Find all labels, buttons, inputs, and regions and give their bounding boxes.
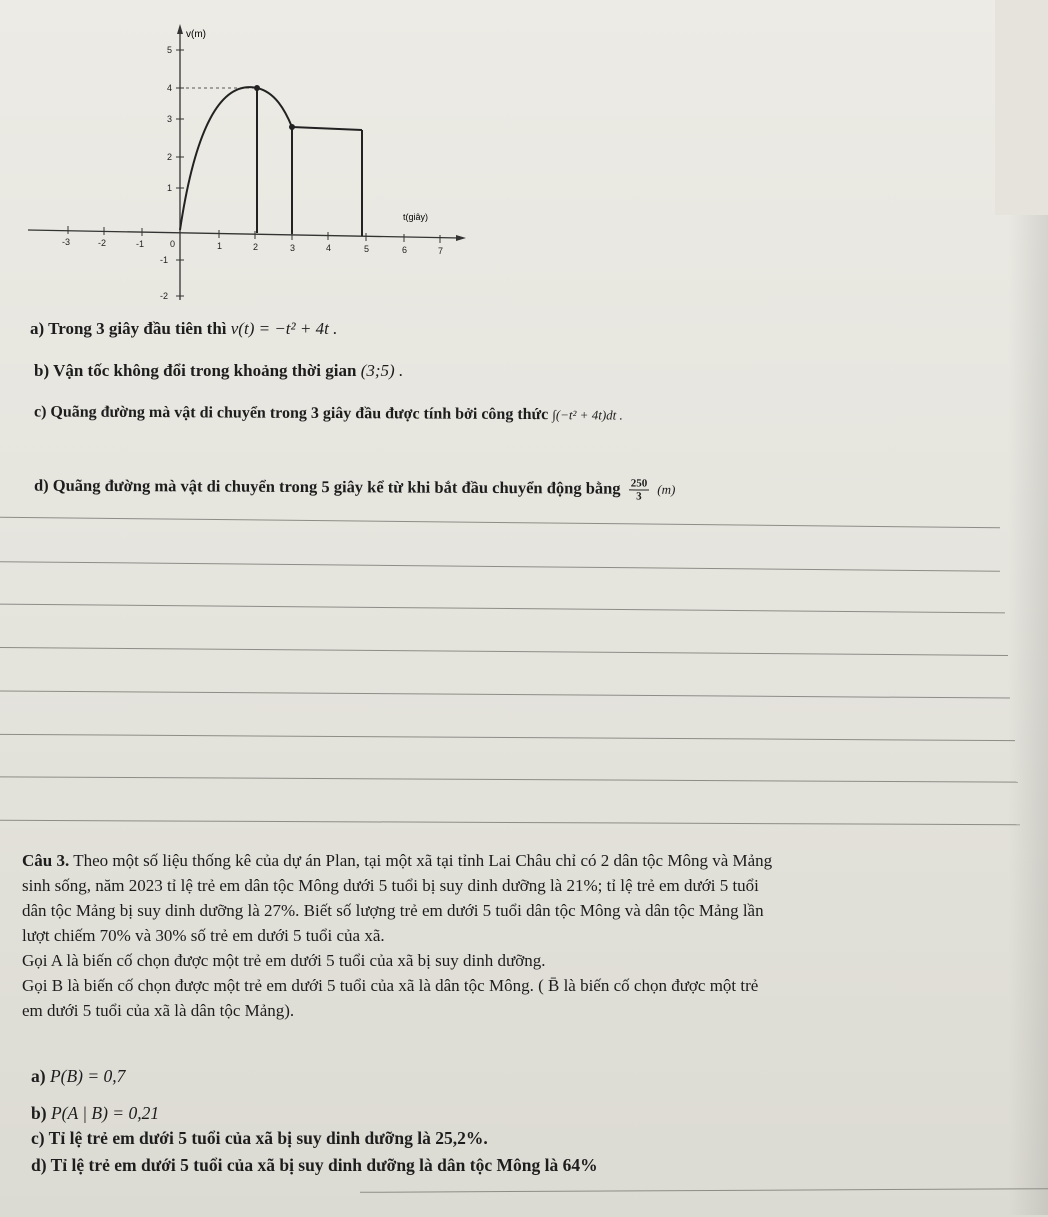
statement-d	[34, 474, 675, 502]
x-axis	[28, 230, 460, 238]
point-t3	[289, 124, 295, 130]
y-tick-label: 4	[167, 83, 173, 93]
y-axis-arrow	[177, 24, 183, 34]
option-c	[31, 1128, 488, 1149]
statement-a-label: a)	[30, 319, 45, 338]
page-shadow	[1008, 215, 1048, 1215]
option-d-label: d)	[31, 1155, 47, 1175]
statement-b	[34, 361, 403, 381]
question-3-line: dân tộc Mảng bị suy dinh dưỡng là 27%. Biết số lượng trẻ em dưới 5 tuổi dân tộc Mông và dân tộc Mảng lần	[22, 901, 764, 920]
option-d	[31, 1155, 598, 1176]
constant-segment	[292, 127, 362, 130]
question-3-text: Theo một số liệu thống kê của dự án Plan, tại một xã tại tỉnh Lai Châu chỉ có 2 dân tộc Mông và Mảng	[73, 851, 773, 870]
option-a	[31, 1066, 125, 1087]
option-a-label: a)	[31, 1066, 46, 1086]
page-corner	[995, 0, 1048, 215]
x-tick-label: -1	[136, 239, 145, 249]
velocity-graph	[0, 0, 470, 310]
option-b-label: b)	[31, 1103, 47, 1123]
x-tick-label: -2	[98, 238, 107, 248]
question-3-label: Câu 3.	[22, 851, 70, 870]
statement-a-math: v(t) = −t² + 4t .	[230, 319, 338, 338]
x-tick-label: 3	[290, 243, 296, 253]
y-axis-label: v(m)	[186, 29, 206, 40]
question-3-line: Gọi A là biến cố chọn được một trẻ em dưới 5 tuổi của xã bị suy dinh dưỡng.	[22, 951, 546, 970]
option-a-text: P(B) = 0,7	[49, 1066, 126, 1086]
statement-d-fraction	[629, 477, 650, 502]
statement-c-math: ∫(−t² + 4t)dt .	[552, 407, 623, 423]
x-axis-label: t(giây)	[403, 212, 429, 222]
question-3-line: sinh sống, năm 2023 tỉ lệ trẻ em dân tộc Mông dưới 5 tuổi bị suy dinh dưỡng là 21%; tỉ lệ trẻ em dưới 5 tuổi	[22, 876, 759, 895]
question-3-line: lượt chiếm 70% và 30% số trẻ em dưới 5 tuổi của xã.	[22, 926, 385, 945]
x-tick-label: 1	[217, 241, 223, 251]
question-3	[22, 848, 1022, 1023]
x-tick-label: 6	[402, 245, 408, 255]
statement-b-text: Vận tốc không đổi trong khoảng thời gian	[53, 361, 357, 380]
x-tick-label: -3	[62, 237, 71, 247]
question-3-line: Gọi B là biến cố chọn được một trẻ em dưới 5 tuổi của xã là dân tộc Mông. ( B̄ là biến cố chọn được một trẻ	[22, 976, 759, 995]
x-tick-label: 5	[364, 244, 370, 254]
y-tick-label: -1	[160, 255, 169, 265]
option-b-text: P(A | B) = 0,21	[50, 1103, 160, 1123]
y-tick-label: 2	[167, 152, 173, 162]
x-axis-arrow	[456, 235, 466, 241]
statement-a	[30, 319, 337, 339]
statement-c	[34, 403, 623, 424]
statement-a-text: Trong 3 giây đầu tiên thì	[48, 319, 227, 338]
option-c-label: c)	[31, 1128, 45, 1148]
statement-c-text: Quãng đường mà vật di chuyển trong 3 giây đầu được tính bởi công thức	[50, 403, 549, 424]
fraction-denominator: 3	[636, 490, 642, 503]
option-d-text: Tỉ lệ trẻ em dưới 5 tuổi của xã bị suy dinh dưỡng là dân tộc Mông là 64%	[50, 1155, 598, 1175]
statement-d-label: d)	[33, 475, 49, 495]
statement-c-label: c)	[33, 403, 47, 421]
y-tick-label: 3	[167, 114, 173, 124]
x-tick-label: 2	[253, 242, 259, 252]
statement-d-unit: (m)	[657, 481, 676, 497]
x-tick-label: 7	[438, 246, 444, 256]
question-3-line: em dưới 5 tuổi của xã là dân tộc Mảng).	[22, 1001, 295, 1020]
statement-b-label: b)	[34, 361, 50, 380]
parabola-curve	[180, 87, 292, 230]
y-tick-label: 1	[167, 183, 173, 193]
option-c-text: Tỉ lệ trẻ em dưới 5 tuổi của xã bị suy dinh dưỡng là 25,2%.	[48, 1128, 488, 1148]
question-3-line	[22, 848, 1022, 873]
y-tick-label: 5	[167, 45, 173, 55]
x-tick-label: 0	[170, 239, 176, 249]
y-tick-label: -2	[160, 291, 169, 301]
fraction-numerator: 250	[629, 477, 650, 490]
statement-b-math: (3;5) .	[360, 361, 404, 380]
statement-d-text: Quãng đường mà vật di chuyển trong 5 giây kể từ khi bắt đầu chuyển động bằng	[52, 475, 621, 498]
x-tick-label: 4	[326, 243, 332, 253]
point-max	[254, 85, 260, 91]
option-b	[31, 1103, 159, 1124]
